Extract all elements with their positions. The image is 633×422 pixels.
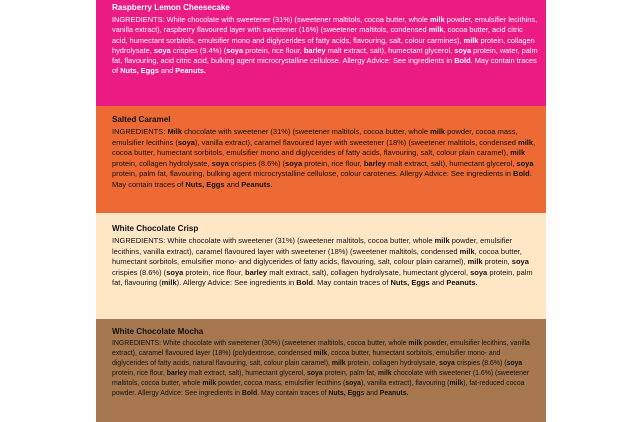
ingredient-text: protein, collagen hydrolysate,	[112, 158, 212, 168]
allergen-text: soya	[345, 380, 361, 387]
ingredient-text: chocolate with sweetener (31%) (sweetener maltitols, cocoa butter, whole	[182, 127, 431, 136]
ingredient-text: and	[224, 179, 242, 189]
ingredient-text: powder, emulsifier lecithins, vanilla extract), caramel flavoured layer (18%) (polydextrose, condensed	[112, 340, 530, 357]
ingredient-text: protein, rice flour,	[302, 158, 364, 168]
ingredient-text: ), vanilla extract), caramel flavoured layer with sweetener (18%) (sweetener maltitols, condensed	[194, 137, 519, 147]
allergen-text: soya	[211, 158, 229, 168]
ingredient-text: crispies (8.6%) (	[454, 360, 507, 367]
product-title: Raspberry Lemon Cheesecake	[112, 3, 230, 12]
allergen-text: Peanuts.	[379, 390, 409, 397]
ingredient-text: protein, rice flour,	[183, 267, 245, 277]
ingredient-text: , cocoa butter, humectant sorbitols, emulsifier mono- and diglycerides of fatty acids, natural flavouring, salt, colour plain caramel),	[112, 350, 501, 367]
ingredient-text: INGREDIENTS:	[112, 127, 168, 136]
allergen-text: soya	[454, 45, 472, 55]
allergen-text: Peanuts.	[241, 179, 273, 189]
allergen-text: barley	[363, 158, 386, 168]
allergen-text: Bold	[241, 390, 258, 397]
allergen-text: soya	[506, 360, 523, 367]
allergen-text: milk	[510, 148, 526, 158]
ingredient-text: , cocoa butter, humectant sorbitols, emulsifier mono and diglycerides of fatty acids, flavouring, salt, colour plain caramel),	[112, 137, 536, 158]
ingredient-text: malt extract, salt), humectant glycerol,	[385, 158, 517, 168]
panel-raspberry-lemon-cheesecake	[96, 0, 546, 106]
ingredient-text: crispies (8.6%) (	[112, 267, 167, 277]
allergen-text: Nuts, Eggs	[390, 278, 430, 288]
allergen-text: milk	[377, 370, 392, 377]
ingredients-text	[112, 15, 538, 77]
ingredient-text: powder, cocoa mass, emulsifier lecithins (	[112, 127, 518, 147]
allergen-text: soya	[285, 158, 303, 168]
allergen-text: barley	[245, 267, 268, 277]
ingredient-text: ), vanilla extract), flavouring (	[360, 380, 450, 387]
ingredient-text: and	[429, 278, 447, 288]
ingredient-text: ). Allergy Advice: See ingredients in	[176, 278, 297, 288]
panel-salted-caramel	[96, 106, 546, 213]
allergen-text: soya	[166, 267, 184, 277]
allergen-text: barley	[303, 45, 326, 55]
allergen-text: milk	[161, 278, 177, 288]
allergen-text: soya	[511, 257, 529, 267]
ingredient-text: . May contain traces of	[257, 390, 329, 397]
allergen-text: milk	[463, 35, 479, 45]
panel-white-chocolate-mocha	[96, 319, 546, 422]
allergen-text: milk	[408, 340, 423, 347]
allergen-text: Bold	[513, 169, 530, 179]
ingredient-text: protein, collagen hydrolysate,	[345, 360, 440, 367]
product-title: Salted Caramel	[112, 115, 171, 124]
allergen-text: soya	[470, 267, 488, 277]
ingredient-text: , cocoa butter, humectant sorbitols, emulsifier mono- and diglycerides of fatty acids, flavouring, salt, colour plain caramel),	[112, 246, 522, 267]
ingredient-text: protein, palm fat, flavouring (	[112, 267, 533, 288]
ingredient-text: malt extract, salt), collagen hydrolysate, humectant glycerol,	[267, 267, 471, 277]
ingredient-text: . May contain traces of	[112, 169, 532, 189]
allergen-text: Nuts, Eggs	[120, 66, 159, 76]
allergen-text: milk	[459, 246, 475, 256]
allergen-text: soya	[439, 360, 455, 367]
allergen-text: milk	[313, 350, 328, 357]
ingredient-text: powder, cocoa mass, emulsifier lecithins (	[216, 380, 346, 387]
allergen-text: Nuts, Eggs	[328, 390, 365, 397]
allergen-text: milk	[428, 25, 444, 35]
ingredient-text: protein, palm fat, flavouring, bulking agent microcrystalline cellulose, colour carotenes. Allergy Advice: See ingredients in	[112, 169, 514, 179]
allergen-text: soya	[306, 370, 323, 377]
ingredient-text: protein,	[482, 257, 512, 267]
allergen-text: milk	[434, 236, 450, 245]
allergen-text: Nuts, Eggs	[185, 179, 225, 189]
allergen-text: milk	[202, 380, 217, 387]
allergen-text: milk	[331, 360, 346, 367]
ingredient-text: protein, collagen hydrolysate,	[112, 35, 535, 55]
ingredient-text: crispies (8.6%) (	[228, 158, 286, 168]
ingredient-text: and	[158, 66, 176, 76]
allergen-text: barley	[166, 370, 188, 377]
ingredient-text: powder, emulsifier lecithins, vanilla extract), caramel flavoured layer with sweetener (18%) (sweetener maltitols, condensed	[112, 236, 513, 256]
allergen-text: milk	[429, 15, 445, 24]
panel-white-chocolate-crisp	[96, 213, 546, 319]
allergen-text: soya	[177, 137, 195, 147]
ingredient-text: protein, palm fat,	[322, 370, 378, 377]
allergen-text: Milk	[167, 127, 183, 136]
ingredient-text: , cocoa butter, acid citric acid, humectant sorbitols, emulsifier mono and diglycerides of fatty acids, flavouring, salt, colour carmines),	[112, 25, 523, 45]
ingredient-text: INGREDIENTS: White chocolate with sweetener (31%) (sweetener maltitols, cocoa butter, whole	[112, 236, 435, 245]
allergen-text: soya	[226, 45, 244, 55]
allergen-text: Peanuts.	[446, 278, 478, 288]
allergen-text: soya	[516, 158, 534, 168]
ingredient-text: ), fat-reduced cocoa powder. Allergy Advice: See ingredients in	[112, 380, 525, 397]
ingredients-text	[112, 236, 538, 289]
ingredient-text: protein, water, palm fat, flavouring, acid citric acid, bulking agent microcrystalline cellulose. Allergy Advice: See ingredients in	[112, 45, 538, 66]
allergen-text: milk	[449, 380, 464, 387]
ingredients-text	[112, 127, 538, 191]
ingredient-text: protein, rice flour,	[112, 370, 167, 377]
ingredient-text: . May contain traces of	[312, 278, 391, 288]
product-title: White Chocolate Crisp	[112, 224, 199, 233]
ingredient-text: powder, emulsifier lecithins, vanilla extract), raspberry flavoured layer with sweetener (16%) (sweetener maltitols, condensed	[112, 15, 538, 35]
allergen-text: milk	[467, 257, 483, 267]
ingredient-text: malt extract, salt), humectant glycerol,	[325, 45, 455, 55]
ingredient-text: . May contain traces of	[112, 56, 537, 76]
allergen-text: milk	[430, 127, 446, 136]
ingredient-text: protein, rice flour,	[243, 45, 304, 55]
ingredient-text: and	[364, 390, 380, 397]
ingredient-text: INGREDIENTS: White chocolate with sweetener (30%) (sweetener maltitols, cocoa butter, whole	[112, 340, 409, 347]
allergen-text: Bold	[454, 56, 471, 66]
ingredient-text: malt extract, salt), humectant glycerol,	[187, 370, 307, 377]
allergen-text: milk	[518, 137, 534, 147]
ingredient-text: INGREDIENTS: White chocolate with sweetener (31%) (sweetener maltitols, cocoa butter, whole	[112, 15, 430, 24]
product-title: White Chocolate Mocha	[112, 327, 204, 336]
allergen-text: soya	[153, 45, 171, 55]
allergen-text: Bold	[296, 278, 313, 288]
allergen-text: Peanuts.	[175, 66, 207, 76]
ingredient-text: crispies (9.4%) (	[170, 45, 227, 55]
ingredients-text	[112, 339, 538, 399]
ingredient-text: chocolate with sweetener (1.6%) (sweetener maltitols, cocoa butter, whole	[112, 370, 530, 387]
